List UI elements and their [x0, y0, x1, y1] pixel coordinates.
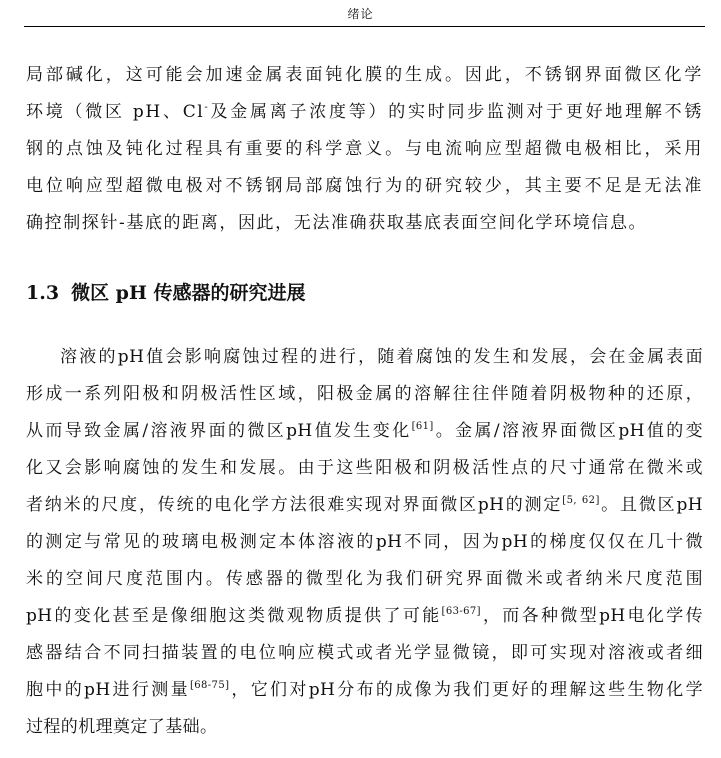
- paragraph-2-line-10: [26, 672, 703, 709]
- paragraph-1-line-5: 确控制探针-基底的距离，因此，无法准确获取基底表面空间化学环境信息。: [26, 213, 648, 233]
- citation-5-62: [5, 62]: [562, 495, 600, 506]
- paragraph-1: [26, 57, 703, 242]
- section-title: 微区 pH 传感器的研究进展: [71, 282, 306, 304]
- text-segment: 。且微区pH: [599, 495, 703, 515]
- paragraph-1-line-1: 局部碱化，这可能会加速金属表面钝化膜的生成。因此，不锈钢界面微区化学: [26, 65, 703, 85]
- paragraph-2-line-1: 溶液的pH值会影响腐蚀过程的进行，随着腐蚀的发生和发展，会在金属表面: [60, 347, 703, 367]
- citation-63-67: [63-67]: [441, 606, 481, 617]
- paragraph-2-line-6: 的测定与常见的玻璃电极测定本体溶液的pH不同，因为pH的梯度仅仅在几十微: [26, 532, 703, 552]
- text-segment: ，它们对pH分布的成像为我们更好的理解这些生物化学: [229, 680, 703, 700]
- text-segment: 环境（微区 pH、Cl: [26, 102, 205, 122]
- text-segment: 胞中的pH进行测量: [26, 680, 190, 700]
- section-heading: [26, 278, 306, 308]
- chloride-charge: -: [204, 102, 210, 113]
- section-number: 1.3: [26, 282, 60, 304]
- citation-68-75: [68-75]: [189, 680, 230, 691]
- paragraph-1-line-3: 钢的点蚀及钝化过程具有重要的科学意义。与电流响应型超微电极相比，采用: [26, 139, 703, 159]
- paragraph-2-line-3: [26, 413, 703, 450]
- paragraph-2-line-5: [26, 487, 703, 524]
- citation-61: [61]: [411, 421, 434, 432]
- text-segment: ，而各种微型pH电化学传: [480, 606, 703, 626]
- text-segment: 及金属离子浓度等）的实时同步监测对于更好地理解不锈: [209, 102, 703, 122]
- paragraph-1-line-4: 电位响应型超微电极对不锈钢局部腐蚀行为的研究较少，其主要不足是无法准: [26, 176, 703, 196]
- header-title: 绪论: [347, 7, 374, 21]
- text-segment: pH的变化甚至是像细胞这类微观物质提供了可能: [26, 606, 442, 626]
- paragraph-2-line-11: 过程的机理奠定了基础。: [26, 717, 218, 737]
- running-header: [0, 6, 721, 22]
- paragraph-2-line-7: 米的空间尺度范围内。传感器的微型化为我们研究界面微米或者纳米尺度范围: [26, 569, 703, 589]
- text-segment: 从而导致金属/溶液界面的微区pH值发生变化: [26, 421, 412, 441]
- paragraph-2-line-9: 感器结合不同扫描装置的电位响应模式或者光学显微镜，即可实现对溶液或者细: [26, 643, 703, 663]
- paragraph-2-line-4: 化又会影响腐蚀的发生和发展。由于这些阳极和阴极活性点的尺寸通常在微米或: [26, 458, 703, 478]
- paragraph-1-line-2: [26, 94, 703, 131]
- text-segment: 者纳米的尺度，传统的电化学方法很难实现对界面微区pH的测定: [26, 495, 563, 515]
- text-segment: 。金属/溶液界面微区pH值的变: [433, 421, 703, 441]
- header-rule: [24, 26, 705, 27]
- paragraph-2-line-2: 形成一系列阳极和阴极活性区域，阳极金属的溶解往往伴随着阴极物种的还原，: [26, 384, 703, 404]
- paragraph-2: [26, 339, 703, 746]
- paragraph-2-line-8: [26, 598, 703, 635]
